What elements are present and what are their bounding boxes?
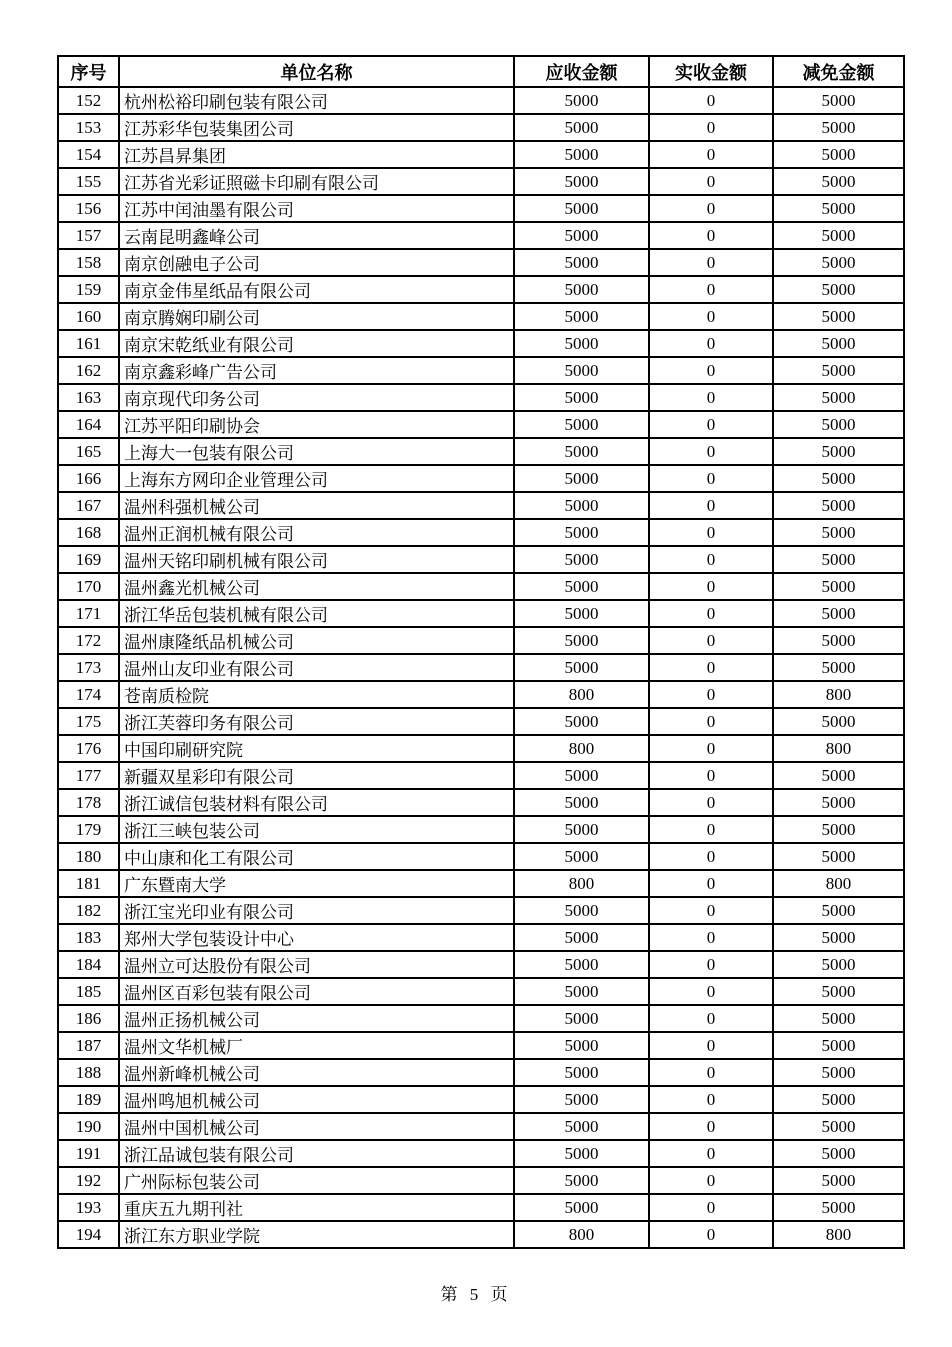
table-row xyxy=(58,276,904,303)
cell-serial: 153 xyxy=(58,114,119,141)
cell-serial: 160 xyxy=(58,303,119,330)
cell-serial: 167 xyxy=(58,492,119,519)
cell-serial: 161 xyxy=(58,330,119,357)
cell-received-amount: 0 xyxy=(649,357,773,384)
cell-reduced-amount: 5000 xyxy=(773,357,904,384)
cell-received-amount: 0 xyxy=(649,1005,773,1032)
cell-unit-name: 上海东方网印企业管理公司 xyxy=(119,465,514,492)
cell-unit-name: 江苏彩华包装集团公司 xyxy=(119,114,514,141)
cell-unit-name: 中山康和化工有限公司 xyxy=(119,843,514,870)
cell-serial: 189 xyxy=(58,1086,119,1113)
cell-serial: 156 xyxy=(58,195,119,222)
column-header-reduced-amount: 减免金额 xyxy=(773,56,904,87)
cell-unit-name: 南京鑫彩峰广告公司 xyxy=(119,357,514,384)
table-row xyxy=(58,1032,904,1059)
cell-reduced-amount: 5000 xyxy=(773,411,904,438)
cell-unit-name: 杭州松裕印刷包装有限公司 xyxy=(119,87,514,114)
table-row xyxy=(58,465,904,492)
cell-serial: 187 xyxy=(58,1032,119,1059)
cell-received-amount: 0 xyxy=(649,492,773,519)
cell-reduced-amount: 5000 xyxy=(773,708,904,735)
table-row xyxy=(58,978,904,1005)
cell-reduced-amount: 5000 xyxy=(773,303,904,330)
cell-reduced-amount: 5000 xyxy=(773,519,904,546)
cell-receivable-amount: 5000 xyxy=(514,789,649,816)
table-row xyxy=(58,573,904,600)
cell-receivable-amount: 5000 xyxy=(514,1140,649,1167)
cell-received-amount: 0 xyxy=(649,411,773,438)
table-row xyxy=(58,168,904,195)
table-row xyxy=(58,1005,904,1032)
cell-receivable-amount: 5000 xyxy=(514,816,649,843)
cell-serial: 170 xyxy=(58,573,119,600)
cell-unit-name: 中国印刷研究院 xyxy=(119,735,514,762)
cell-serial: 193 xyxy=(58,1194,119,1221)
cell-received-amount: 0 xyxy=(649,870,773,897)
cell-reduced-amount: 800 xyxy=(773,735,904,762)
cell-receivable-amount: 5000 xyxy=(514,627,649,654)
cell-received-amount: 0 xyxy=(649,924,773,951)
cell-receivable-amount: 5000 xyxy=(514,1086,649,1113)
table-row xyxy=(58,762,904,789)
cell-received-amount: 0 xyxy=(649,141,773,168)
cell-receivable-amount: 5000 xyxy=(514,978,649,1005)
cell-reduced-amount: 5000 xyxy=(773,600,904,627)
cell-unit-name: 浙江芙蓉印务有限公司 xyxy=(119,708,514,735)
cell-reduced-amount: 5000 xyxy=(773,249,904,276)
cell-received-amount: 0 xyxy=(649,897,773,924)
cell-received-amount: 0 xyxy=(649,438,773,465)
cell-unit-name: 南京创融电子公司 xyxy=(119,249,514,276)
cell-receivable-amount: 800 xyxy=(514,681,649,708)
cell-received-amount: 0 xyxy=(649,978,773,1005)
cell-receivable-amount: 5000 xyxy=(514,708,649,735)
cell-received-amount: 0 xyxy=(649,249,773,276)
table-row xyxy=(58,1194,904,1221)
table-row xyxy=(58,816,904,843)
cell-receivable-amount: 5000 xyxy=(514,1059,649,1086)
table-row xyxy=(58,843,904,870)
cell-reduced-amount: 5000 xyxy=(773,816,904,843)
cell-received-amount: 0 xyxy=(649,1086,773,1113)
cell-receivable-amount: 5000 xyxy=(514,492,649,519)
cell-unit-name: 江苏省光彩证照磁卡印刷有限公司 xyxy=(119,168,514,195)
cell-reduced-amount: 5000 xyxy=(773,87,904,114)
cell-received-amount: 0 xyxy=(649,708,773,735)
table-row xyxy=(58,438,904,465)
cell-receivable-amount: 5000 xyxy=(514,1005,649,1032)
cell-serial: 166 xyxy=(58,465,119,492)
cell-serial: 165 xyxy=(58,438,119,465)
cell-serial: 152 xyxy=(58,87,119,114)
cell-receivable-amount: 5000 xyxy=(514,87,649,114)
cell-receivable-amount: 5000 xyxy=(514,546,649,573)
cell-reduced-amount: 5000 xyxy=(773,168,904,195)
cell-reduced-amount: 5000 xyxy=(773,1059,904,1086)
cell-receivable-amount: 5000 xyxy=(514,195,649,222)
cell-serial: 177 xyxy=(58,762,119,789)
cell-receivable-amount: 5000 xyxy=(514,762,649,789)
cell-receivable-amount: 5000 xyxy=(514,276,649,303)
cell-serial: 188 xyxy=(58,1059,119,1086)
cell-receivable-amount: 5000 xyxy=(514,519,649,546)
fee-table xyxy=(57,55,905,1249)
table-row xyxy=(58,303,904,330)
table-row xyxy=(58,1167,904,1194)
cell-reduced-amount: 5000 xyxy=(773,384,904,411)
cell-serial: 159 xyxy=(58,276,119,303)
cell-receivable-amount: 5000 xyxy=(514,1167,649,1194)
cell-unit-name: 浙江华岳包装机械有限公司 xyxy=(119,600,514,627)
cell-unit-name: 温州正润机械有限公司 xyxy=(119,519,514,546)
cell-received-amount: 0 xyxy=(649,114,773,141)
cell-unit-name: 温州正扬机械公司 xyxy=(119,1005,514,1032)
cell-unit-name: 温州文华机械厂 xyxy=(119,1032,514,1059)
cell-serial: 192 xyxy=(58,1167,119,1194)
table-row xyxy=(58,681,904,708)
cell-serial: 186 xyxy=(58,1005,119,1032)
cell-serial: 173 xyxy=(58,654,119,681)
cell-reduced-amount: 5000 xyxy=(773,1086,904,1113)
page-number: 第 5 页 xyxy=(440,1285,512,1304)
cell-receivable-amount: 5000 xyxy=(514,114,649,141)
cell-receivable-amount: 5000 xyxy=(514,1194,649,1221)
cell-receivable-amount: 5000 xyxy=(514,438,649,465)
header-row xyxy=(58,56,904,87)
table-row xyxy=(58,1113,904,1140)
cell-received-amount: 0 xyxy=(649,1221,773,1248)
cell-receivable-amount: 800 xyxy=(514,735,649,762)
cell-serial: 176 xyxy=(58,735,119,762)
cell-receivable-amount: 5000 xyxy=(514,168,649,195)
cell-unit-name: 上海大一包装有限公司 xyxy=(119,438,514,465)
cell-receivable-amount: 5000 xyxy=(514,222,649,249)
cell-received-amount: 0 xyxy=(649,681,773,708)
cell-receivable-amount: 5000 xyxy=(514,384,649,411)
cell-receivable-amount: 5000 xyxy=(514,330,649,357)
cell-reduced-amount: 5000 xyxy=(773,195,904,222)
table-row xyxy=(58,546,904,573)
cell-received-amount: 0 xyxy=(649,627,773,654)
cell-serial: 164 xyxy=(58,411,119,438)
cell-reduced-amount: 5000 xyxy=(773,789,904,816)
cell-receivable-amount: 5000 xyxy=(514,1032,649,1059)
cell-received-amount: 0 xyxy=(649,1194,773,1221)
cell-unit-name: 南京宋乾纸业有限公司 xyxy=(119,330,514,357)
cell-serial: 182 xyxy=(58,897,119,924)
cell-unit-name: 新疆双星彩印有限公司 xyxy=(119,762,514,789)
cell-unit-name: 江苏昌昇集团 xyxy=(119,141,514,168)
table-row xyxy=(58,519,904,546)
cell-receivable-amount: 5000 xyxy=(514,1113,649,1140)
cell-receivable-amount: 800 xyxy=(514,1221,649,1248)
cell-serial: 158 xyxy=(58,249,119,276)
cell-serial: 194 xyxy=(58,1221,119,1248)
cell-unit-name: 温州鑫光机械公司 xyxy=(119,573,514,600)
table-row xyxy=(58,708,904,735)
table-row xyxy=(58,1140,904,1167)
cell-reduced-amount: 5000 xyxy=(773,924,904,951)
cell-reduced-amount: 5000 xyxy=(773,762,904,789)
cell-unit-name: 广州际标包装公司 xyxy=(119,1167,514,1194)
cell-serial: 179 xyxy=(58,816,119,843)
cell-reduced-amount: 5000 xyxy=(773,546,904,573)
cell-serial: 180 xyxy=(58,843,119,870)
table-row xyxy=(58,735,904,762)
cell-serial: 171 xyxy=(58,600,119,627)
cell-serial: 183 xyxy=(58,924,119,951)
column-header-serial: 序号 xyxy=(58,56,119,87)
cell-unit-name: 温州区百彩包装有限公司 xyxy=(119,978,514,1005)
cell-unit-name: 温州鸣旭机械公司 xyxy=(119,1086,514,1113)
cell-reduced-amount: 800 xyxy=(773,681,904,708)
column-header-received-amount: 实收金额 xyxy=(649,56,773,87)
cell-serial: 169 xyxy=(58,546,119,573)
cell-receivable-amount: 800 xyxy=(514,870,649,897)
cell-received-amount: 0 xyxy=(649,465,773,492)
cell-received-amount: 0 xyxy=(649,816,773,843)
cell-serial: 175 xyxy=(58,708,119,735)
cell-unit-name: 南京金伟星纸品有限公司 xyxy=(119,276,514,303)
cell-receivable-amount: 5000 xyxy=(514,600,649,627)
cell-receivable-amount: 5000 xyxy=(514,249,649,276)
cell-reduced-amount: 5000 xyxy=(773,1005,904,1032)
cell-receivable-amount: 5000 xyxy=(514,654,649,681)
cell-serial: 184 xyxy=(58,951,119,978)
cell-serial: 178 xyxy=(58,789,119,816)
table-row xyxy=(58,1221,904,1248)
cell-reduced-amount: 5000 xyxy=(773,1032,904,1059)
cell-unit-name: 浙江三峡包装公司 xyxy=(119,816,514,843)
table-body xyxy=(58,87,904,1248)
cell-reduced-amount: 5000 xyxy=(773,1167,904,1194)
table-row xyxy=(58,1059,904,1086)
cell-reduced-amount: 5000 xyxy=(773,951,904,978)
cell-unit-name: 温州天铭印刷机械有限公司 xyxy=(119,546,514,573)
cell-serial: 174 xyxy=(58,681,119,708)
table-row xyxy=(58,141,904,168)
cell-unit-name: 云南昆明鑫峰公司 xyxy=(119,222,514,249)
cell-unit-name: 温州康隆纸品机械公司 xyxy=(119,627,514,654)
cell-received-amount: 0 xyxy=(649,195,773,222)
cell-unit-name: 温州立可达股份有限公司 xyxy=(119,951,514,978)
table-row xyxy=(58,195,904,222)
cell-received-amount: 0 xyxy=(649,573,773,600)
cell-received-amount: 0 xyxy=(649,843,773,870)
table-row xyxy=(58,411,904,438)
cell-received-amount: 0 xyxy=(649,951,773,978)
cell-reduced-amount: 5000 xyxy=(773,654,904,681)
cell-receivable-amount: 5000 xyxy=(514,357,649,384)
cell-serial: 157 xyxy=(58,222,119,249)
cell-unit-name: 郑州大学包装设计中心 xyxy=(119,924,514,951)
cell-unit-name: 浙江品诚包装有限公司 xyxy=(119,1140,514,1167)
cell-reduced-amount: 5000 xyxy=(773,897,904,924)
table-row xyxy=(58,222,904,249)
cell-receivable-amount: 5000 xyxy=(514,465,649,492)
cell-reduced-amount: 5000 xyxy=(773,1113,904,1140)
cell-unit-name: 浙江宝光印业有限公司 xyxy=(119,897,514,924)
table-row xyxy=(58,627,904,654)
table-row xyxy=(58,897,904,924)
cell-reduced-amount: 5000 xyxy=(773,465,904,492)
cell-serial: 155 xyxy=(58,168,119,195)
cell-received-amount: 0 xyxy=(649,789,773,816)
cell-received-amount: 0 xyxy=(649,330,773,357)
cell-serial: 181 xyxy=(58,870,119,897)
cell-received-amount: 0 xyxy=(649,600,773,627)
table-row xyxy=(58,789,904,816)
table-row xyxy=(58,600,904,627)
cell-receivable-amount: 5000 xyxy=(514,897,649,924)
cell-unit-name: 广东暨南大学 xyxy=(119,870,514,897)
cell-receivable-amount: 5000 xyxy=(514,951,649,978)
cell-serial: 163 xyxy=(58,384,119,411)
cell-unit-name: 苍南质检院 xyxy=(119,681,514,708)
cell-unit-name: 浙江诚信包装材料有限公司 xyxy=(119,789,514,816)
cell-receivable-amount: 5000 xyxy=(514,573,649,600)
table-row xyxy=(58,87,904,114)
cell-reduced-amount: 800 xyxy=(773,870,904,897)
cell-received-amount: 0 xyxy=(649,1140,773,1167)
cell-unit-name: 温州新峰机械公司 xyxy=(119,1059,514,1086)
table-row xyxy=(58,330,904,357)
table-row xyxy=(58,654,904,681)
cell-reduced-amount: 5000 xyxy=(773,438,904,465)
cell-serial: 154 xyxy=(58,141,119,168)
cell-serial: 168 xyxy=(58,519,119,546)
cell-unit-name: 温州中国机械公司 xyxy=(119,1113,514,1140)
column-header-unit-name: 单位名称 xyxy=(119,56,514,87)
cell-serial: 185 xyxy=(58,978,119,1005)
cell-receivable-amount: 5000 xyxy=(514,843,649,870)
cell-reduced-amount: 5000 xyxy=(773,141,904,168)
cell-received-amount: 0 xyxy=(649,276,773,303)
column-header-receivable-amount: 应收金额 xyxy=(514,56,649,87)
cell-receivable-amount: 5000 xyxy=(514,303,649,330)
cell-received-amount: 0 xyxy=(649,1059,773,1086)
cell-reduced-amount: 5000 xyxy=(773,627,904,654)
table-row xyxy=(58,384,904,411)
table-row xyxy=(58,924,904,951)
cell-receivable-amount: 5000 xyxy=(514,141,649,168)
cell-reduced-amount: 5000 xyxy=(773,843,904,870)
cell-receivable-amount: 5000 xyxy=(514,411,649,438)
table-row xyxy=(58,492,904,519)
table-row xyxy=(58,249,904,276)
cell-serial: 190 xyxy=(58,1113,119,1140)
cell-unit-name: 江苏中闰油墨有限公司 xyxy=(119,195,514,222)
cell-received-amount: 0 xyxy=(649,735,773,762)
cell-unit-name: 重庆五九期刊社 xyxy=(119,1194,514,1221)
cell-serial: 162 xyxy=(58,357,119,384)
cell-received-amount: 0 xyxy=(649,384,773,411)
cell-reduced-amount: 5000 xyxy=(773,222,904,249)
cell-unit-name: 南京腾娴印刷公司 xyxy=(119,303,514,330)
cell-received-amount: 0 xyxy=(649,654,773,681)
cell-reduced-amount: 5000 xyxy=(773,114,904,141)
cell-receivable-amount: 5000 xyxy=(514,924,649,951)
cell-received-amount: 0 xyxy=(649,303,773,330)
cell-reduced-amount: 800 xyxy=(773,1221,904,1248)
cell-serial: 172 xyxy=(58,627,119,654)
table-row xyxy=(58,1086,904,1113)
cell-received-amount: 0 xyxy=(649,546,773,573)
cell-received-amount: 0 xyxy=(649,87,773,114)
table-row xyxy=(58,357,904,384)
cell-unit-name: 江苏平阳印刷协会 xyxy=(119,411,514,438)
cell-received-amount: 0 xyxy=(649,168,773,195)
cell-received-amount: 0 xyxy=(649,222,773,249)
cell-serial: 191 xyxy=(58,1140,119,1167)
cell-reduced-amount: 5000 xyxy=(773,492,904,519)
cell-unit-name: 浙江东方职业学院 xyxy=(119,1221,514,1248)
cell-reduced-amount: 5000 xyxy=(773,330,904,357)
cell-reduced-amount: 5000 xyxy=(773,1194,904,1221)
cell-reduced-amount: 5000 xyxy=(773,978,904,1005)
table-row xyxy=(58,951,904,978)
cell-received-amount: 0 xyxy=(649,1113,773,1140)
cell-reduced-amount: 5000 xyxy=(773,1140,904,1167)
cell-received-amount: 0 xyxy=(649,762,773,789)
table-row xyxy=(58,870,904,897)
cell-unit-name: 温州科强机械公司 xyxy=(119,492,514,519)
cell-received-amount: 0 xyxy=(649,519,773,546)
cell-reduced-amount: 5000 xyxy=(773,573,904,600)
cell-received-amount: 0 xyxy=(649,1167,773,1194)
cell-unit-name: 南京现代印务公司 xyxy=(119,384,514,411)
cell-unit-name: 温州山友印业有限公司 xyxy=(119,654,514,681)
cell-reduced-amount: 5000 xyxy=(773,276,904,303)
table-row xyxy=(58,114,904,141)
cell-received-amount: 0 xyxy=(649,1032,773,1059)
